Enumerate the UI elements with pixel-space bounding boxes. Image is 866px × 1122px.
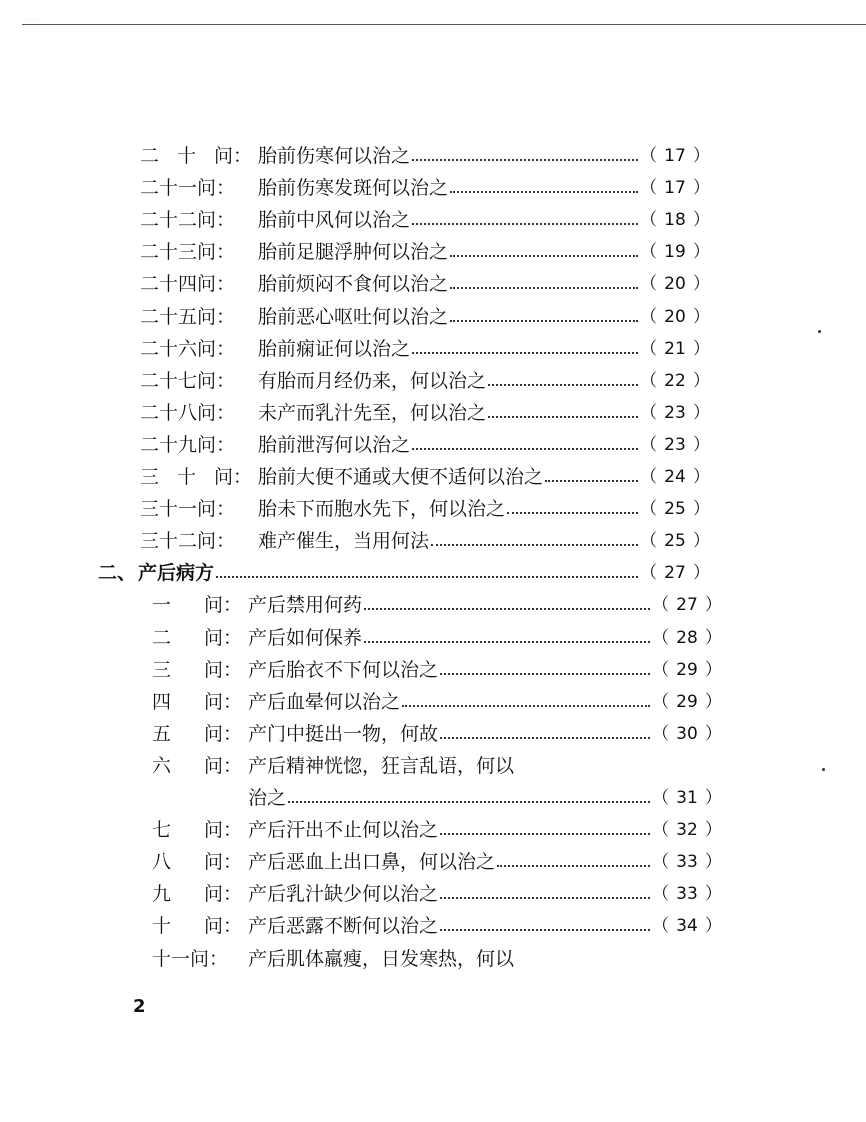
leader-dots <box>488 367 638 386</box>
page-reference: （ 23 ） <box>640 399 710 427</box>
page-number-value: 23 <box>664 435 686 455</box>
leader-dots <box>402 688 650 707</box>
leader-dots <box>450 174 638 193</box>
toc-entry <box>0 624 866 652</box>
page-number-value: 22 <box>664 371 686 391</box>
page-reference: （ 30 ） <box>652 720 722 748</box>
toc-entry <box>0 816 866 844</box>
header-rule <box>22 24 866 25</box>
toc-section-heading <box>0 559 866 587</box>
question-number-part: 问： <box>203 627 242 649</box>
leader-dots <box>364 624 650 643</box>
toc-entry <box>0 656 866 684</box>
question-number-part: 问： <box>203 819 242 841</box>
question-number-part: 问： <box>203 691 242 713</box>
entry-title: 产后肌体羸瘦，日发寒热，何以 <box>248 948 515 970</box>
entry-title: 产后血晕何以治之 <box>248 691 401 713</box>
leader-dots <box>412 431 638 450</box>
entry-title: 胎前伤寒发斑何以治之 <box>258 177 449 199</box>
entry-title: 胎前恶心呕吐何以治之 <box>258 306 449 328</box>
question-number-part: 二十一问： <box>140 177 236 199</box>
question-number-part: 九 <box>152 883 172 905</box>
question-number-part: 问： <box>203 594 242 616</box>
question-number-part: 问： <box>213 466 252 488</box>
page-number-value: 20 <box>664 274 686 294</box>
entry-title: 难产催生，当用何法 <box>258 530 430 552</box>
question-number-part: 四 <box>152 691 172 713</box>
scan-speck <box>818 330 821 333</box>
page-reference: （ 22 ） <box>640 367 710 395</box>
leader-dots <box>488 399 638 418</box>
entry-title: 胎前中风何以治之 <box>258 209 411 231</box>
entry-title: 产后恶露不断何以治之 <box>248 915 439 937</box>
question-number <box>152 945 242 973</box>
question-number <box>140 495 252 523</box>
question-number-part: 十 <box>176 145 196 167</box>
entry-title: 有胎而月经仍来，何以治之 <box>258 370 487 392</box>
toc-entry <box>0 784 866 812</box>
page-reference: （ 21 ） <box>640 335 710 363</box>
toc-entry <box>0 591 866 619</box>
toc-entry <box>0 945 866 973</box>
entry-title: 胎前烦闷不食何以治之 <box>258 273 449 295</box>
entry-title: 胎前泄泻何以治之 <box>258 434 411 456</box>
question-number-part: 二十五问： <box>140 306 236 328</box>
page-reference: （ 18 ） <box>640 206 710 234</box>
leader-dots <box>440 912 650 931</box>
toc-entry <box>0 431 866 459</box>
page-number-value: 29 <box>676 692 698 712</box>
question-number <box>152 752 242 780</box>
question-number-part: 二 <box>140 145 160 167</box>
question-number <box>140 335 252 363</box>
page-reference: （ 17 ） <box>640 174 710 202</box>
page-reference: （ 27 ） <box>652 591 722 619</box>
page-number-value: 33 <box>676 884 698 904</box>
question-number <box>152 848 242 876</box>
question-number <box>140 270 252 298</box>
entry-title: 未产而乳汁先至，何以治之 <box>258 402 487 424</box>
page-reference: （ 25 ） <box>640 527 710 555</box>
page-number-value: 25 <box>664 499 686 519</box>
question-number <box>140 463 252 491</box>
leader-dots <box>440 656 650 675</box>
question-number <box>152 656 242 684</box>
leader-dots <box>364 591 650 610</box>
scan-speck <box>822 768 825 771</box>
leader-dots <box>450 238 638 257</box>
page-number-value: 27 <box>664 563 686 583</box>
leader-dots <box>440 880 650 899</box>
toc-entry <box>0 752 866 780</box>
question-number <box>140 399 252 427</box>
question-number <box>140 527 252 555</box>
question-number <box>140 238 252 266</box>
toc-entry <box>0 880 866 908</box>
page-number-value: 23 <box>664 403 686 423</box>
page-reference: （ 19 ） <box>640 238 710 266</box>
toc-entry <box>0 367 866 395</box>
question-number-part: 五 <box>152 723 172 745</box>
entry-title: 胎前足腿浮肿何以治之 <box>258 241 449 263</box>
question-number-part: 十 <box>176 466 196 488</box>
entry-title: 产后病方 <box>138 562 215 584</box>
toc-entry <box>0 303 866 331</box>
question-number-part: 问： <box>203 883 242 905</box>
question-number <box>152 624 242 652</box>
question-number-part: 二 <box>152 627 172 649</box>
question-number <box>152 880 242 908</box>
entry-title: 产后禁用何药 <box>248 594 363 616</box>
question-number <box>140 142 252 170</box>
question-number-part: 十 <box>152 915 172 937</box>
leader-dots <box>507 495 638 514</box>
question-number-part: 八 <box>152 851 172 873</box>
entry-title: 产后如何保养 <box>248 627 363 649</box>
page-number-value: 31 <box>676 788 698 808</box>
page-number-value: 34 <box>676 916 698 936</box>
page-reference: （ 20 ） <box>640 303 710 331</box>
page-number-value: 29 <box>676 660 698 680</box>
leader-dots <box>431 527 638 546</box>
page-reference: （ 31 ） <box>652 784 722 812</box>
toc-entry <box>0 174 866 202</box>
question-number <box>140 174 252 202</box>
question-number-part: 二十七问： <box>140 370 236 392</box>
question-number-part: 问： <box>203 851 242 873</box>
toc-entry <box>0 495 866 523</box>
page-number-value: 33 <box>676 852 698 872</box>
page-reference: （ 29 ） <box>652 656 722 684</box>
question-number-part: 二十三问： <box>140 241 236 263</box>
page-number-value: 20 <box>664 307 686 327</box>
entry-title: 胎未下而胞水先下，何以治之 <box>258 498 506 520</box>
page-number-value: 21 <box>664 339 686 359</box>
entry-title: 胎前伤寒何以治之 <box>258 145 411 167</box>
question-number-part: 三十二问： <box>140 530 236 552</box>
entry-title: 产后乳汁缺少何以治之 <box>248 883 439 905</box>
question-number-part: 一 <box>152 594 172 616</box>
leader-dots <box>440 720 650 739</box>
page-reference: （ 33 ） <box>652 848 722 876</box>
toc-entry <box>0 912 866 940</box>
toc-entry <box>0 142 866 170</box>
header-mark: ····· <box>22 18 40 24</box>
toc-entry <box>0 463 866 491</box>
question-number-part: 二十二问： <box>140 209 236 231</box>
leader-dots <box>412 142 638 161</box>
question-number <box>140 206 252 234</box>
question-number-part: 三 <box>140 466 160 488</box>
question-number-part: 二十六问： <box>140 338 236 360</box>
page-reference: （ 34 ） <box>652 912 722 940</box>
question-number-part: 问： <box>203 723 242 745</box>
entry-title: 胎前痫证何以治之 <box>258 338 411 360</box>
entry-title: 治之 <box>248 787 287 809</box>
entry-title: 产后精神恍惚，狂言乱语，何以 <box>248 755 515 777</box>
toc-entry <box>0 206 866 234</box>
question-number-part: 三十一问： <box>140 498 236 520</box>
leader-dots <box>412 206 638 225</box>
page-reference: （ 24 ） <box>640 463 710 491</box>
toc-entry <box>0 527 866 555</box>
question-number-part: 问： <box>203 659 242 681</box>
page-reference: （ 27 ） <box>640 559 710 587</box>
leader-dots <box>216 559 638 578</box>
question-number <box>152 591 242 619</box>
toc-entry <box>0 335 866 363</box>
page-reference: （ 33 ） <box>652 880 722 908</box>
question-number-part: 二十九问： <box>140 434 236 456</box>
page-reference: （ 32 ） <box>652 816 722 844</box>
question-number-part: 七 <box>152 819 172 841</box>
toc-entry <box>0 848 866 876</box>
question-number <box>152 720 242 748</box>
page-number-value: 17 <box>664 146 686 166</box>
toc-entry <box>0 270 866 298</box>
question-number <box>140 431 252 459</box>
toc-entry <box>0 238 866 266</box>
question-number <box>152 912 242 940</box>
entry-title: 产门中挺出一物，何故 <box>248 723 439 745</box>
leader-dots <box>450 270 638 289</box>
toc-entry <box>0 720 866 748</box>
question-number <box>140 303 252 331</box>
toc-entry <box>0 399 866 427</box>
section-number: 二、 <box>98 562 137 584</box>
leader-dots <box>288 784 650 803</box>
page-reference: （ 29 ） <box>652 688 722 716</box>
entry-title: 产后恶血上出口鼻，何以治之 <box>248 851 496 873</box>
page-number-value: 27 <box>676 595 698 615</box>
question-number <box>140 367 252 395</box>
page-number-value: 32 <box>676 820 698 840</box>
leader-dots <box>450 303 638 322</box>
page-number-value: 19 <box>664 242 686 262</box>
question-number-part: 三 <box>152 659 172 681</box>
question-number-part: 二十四问： <box>140 273 236 295</box>
leader-dots <box>412 335 638 354</box>
leader-dots <box>497 848 650 867</box>
page-number-value: 24 <box>664 467 686 487</box>
toc-entry <box>0 688 866 716</box>
question-number-part: 十一问： <box>152 948 229 970</box>
page-number-value: 18 <box>664 210 686 230</box>
page-reference: （ 23 ） <box>640 431 710 459</box>
question-number <box>152 816 242 844</box>
question-number-part: 问： <box>213 145 252 167</box>
page-number-value: 17 <box>664 178 686 198</box>
question-number <box>152 688 242 716</box>
entry-title: 胎前大便不通或大便不适何以治之 <box>258 466 544 488</box>
page-number-value: 28 <box>676 628 698 648</box>
page-number: 2 <box>133 996 146 1017</box>
page-reference: （ 28 ） <box>652 624 722 652</box>
leader-dots <box>545 463 638 482</box>
entry-title: 产后胎衣不下何以治之 <box>248 659 439 681</box>
question-number-part: 问： <box>203 915 242 937</box>
question-number-part: 二十八问： <box>140 402 236 424</box>
question-number-part: 六 <box>152 755 172 777</box>
question-number-part: 问： <box>203 755 242 777</box>
page-number-value: 30 <box>676 724 698 744</box>
page-reference: （ 25 ） <box>640 495 710 523</box>
entry-title: 产后汗出不止何以治之 <box>248 819 439 841</box>
page-reference: （ 17 ） <box>640 142 710 170</box>
leader-dots <box>440 816 650 835</box>
page-reference: （ 20 ） <box>640 270 710 298</box>
page-number-value: 25 <box>664 531 686 551</box>
